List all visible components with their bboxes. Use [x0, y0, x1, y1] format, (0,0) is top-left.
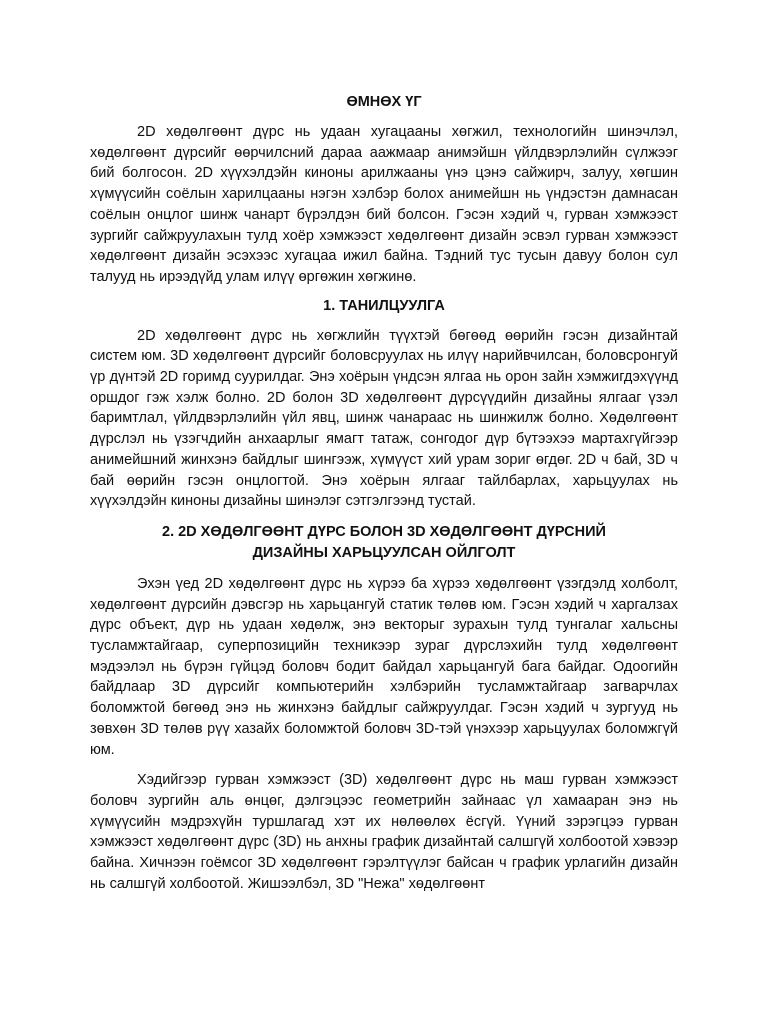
section2-heading-line1: 2. 2D ХӨДӨЛГӨӨНТ ДҮРС БОЛОН 3D ХӨДӨЛГӨӨНТ ДҮРСНИЙ: [162, 523, 606, 540]
foreword-paragraph: 2D хөдөлгөөнт дүрс нь удаан хугацааны хөгжил, технологийн шинэчлэл, хөдөлгөөнт дүрсийг өөрчилсний дараа аажмаар анимэйшн үйлдвэрлэлийн сүлжээг бий болгосон. 2D хүүхэлдэйн киноны арилжааны үнэ цэнэ сайжирч, залуу, хөгшин хүмүүсийн соёлын харилцааны нэгэн хэлбэр болох анимейшн нь үндэстэн дамнасан соёлын онцлог шинж чанарт бүрэлдэн бий болсон. Гэсэн хэдий ч, гурван хэмжээст зургийг сайжруулахын тулд хоёр хэмжээст хөдөлгөөнт дизайн эсвэл гурван хэмжээст хөдөлгөөнт дизайн эсэхээс хугацаа ижил байна. Тэдний тус тусын давуу болон сул талууд нь ирээдүйд улам илүү өргөжин хөгжинө.: [90, 124, 678, 285]
intro-paragraph: 2D хөдөлгөөнт дүрс нь хөгжлийн түүхтэй бөгөөд өөрийн гэсэн дизайнтай систем юм. 3D хөдөлгөөнт дүрсийг боловсруулах нь илүү нарийвчилсан, боловсронгуй үр дүнтэй 2D горимд суурилдаг. Энэ хоёрын үндсэн ялгаа нь орон зайн хэмжигдэхүүнд оршдог гэж хэлж болно. 2D болон 3D хөдөлгөөнт дүрсүүдийн дизайны ялгааг үзэл баримтлал, үйлдвэрлэлийн үйл явц, шинж чанараас нь шинжилж болно. Хөдөлгөөнт дүрслэл нь үзэгчдийн анхаарлыг ямагт татаж, сонгодог дүр бүтээхээ мартахгүйгээр анимейшний жинхэнэ байдлыг шингээж, хүмүүст хий урам зориг өгдөг. 2D ч бай, 3D ч бай өөрийн гэсэн онцлогтой. Энэ хоёрын ялгааг тайлбарлах, харьцуулах нь хүүхэлдэйн киноны дизайны шинэлэг сэтгэлгээнд тустай.: [90, 327, 678, 510]
document-page: [90, 92, 678, 895]
intro-heading: 1. ТАНИЛЦУУЛГА: [323, 297, 445, 314]
section2-heading: [90, 522, 678, 564]
section2-heading-line2: ДИЗАЙНЫ ХАРЬЦУУЛСАН ОЙЛГОЛТ: [252, 544, 516, 561]
section2-paragraph-1: Эхэн үед 2D хөдөлгөөнт дүрс нь хүрээ ба хүрээ хөдөлгөөнт үзэгдэлд холболт, хөдөлгөөнт дүрсийн дэвсгэр нь харьцангуй статик төлөв юм. Гэсэн хэдий ч харгалзах дүрс объект, дүр нь удаан хөдөлж, энэ векторыг зурахын тулд тунгалаг хальсны тусламжтайгаар, суперпозицийн техникээр зураг дүрслэхийн тулд хөдөлгөөнт мэдээлэл нь бүрэн гүйцэд боловч бодит байдал харьцангуй бага байдаг. Одоогийн байдлаар 3D дүрсийг компьютерийн хэлбэрийн тусламжтайгаар загварчлах боломжтой бөгөөд энэ нь жинхэнэ байдлыг сайжруулдаг. Гэсэн хэдий ч зургууд нь зөвхөн 3D төлөв рүү хазайх боломжтой боловч 3D-тэй үнэхээр харьцуулах боломжгүй юм.: [90, 575, 678, 758]
foreword-heading: ӨМНӨХ ҮГ: [346, 94, 422, 110]
section2-paragraph-2: Хэдийгээр гурван хэмжээст (3D) хөдөлгөөнт дүрс нь маш гурван хэмжээст боловч зургийн аль өнцөг, дэлгэцээс геометрийн зайнаас үл хамааран энэ нь хүмүүсийн мэдрэхүйн туршлагад хэт их нөлөөлөх ёсгүй. Үүний зэрэгцээ гурван хэмжээст хөдөлгөөнт дүрс (3D) нь анхны график дизайнтай салшгүй холбоотой хэвээр байна. Хичнээн гоёмсог 3D хөдөлгөөнт гэрэлтүүлэг байсан ч график урлагийн дизайн нь салшгүй холбоотой. Жишээлбэл, 3D "Нежа" хөдөлгөөнт: [90, 772, 678, 892]
